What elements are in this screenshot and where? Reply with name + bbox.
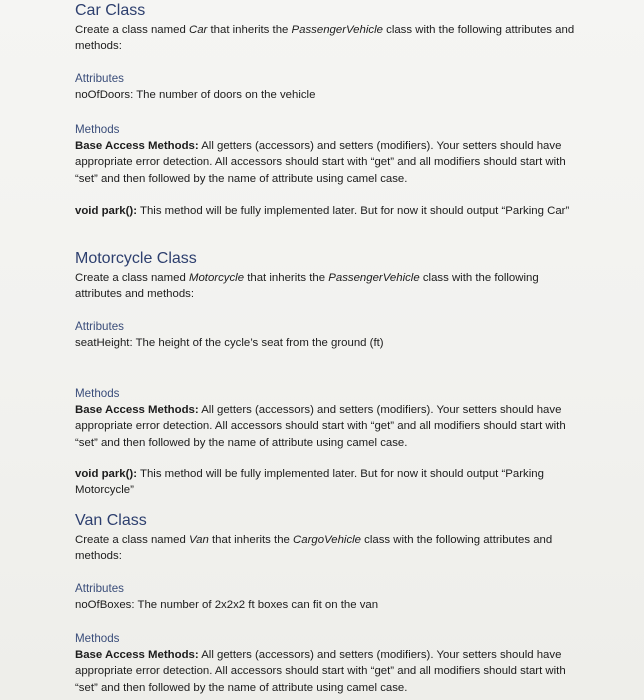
intro-text: class with the following attributes and methods: [75,24,575,53]
car-class-intro [75,22,582,55]
class-name: Motorcycle [188,272,245,284]
method-label: Base Access Methods: [75,140,199,152]
parent-class-name: CargoVehicle [293,534,362,546]
intro-text: Create a class named [75,272,189,284]
car-attributes-heading: Attributes [75,72,124,85]
attribute-name: noOfBoxes [75,599,132,611]
motorcycle-class-intro [75,270,582,303]
car-class-section [75,1,582,55]
motorcycle-class-title: Motorcycle Class [75,250,197,267]
motorcycle-park-method [75,466,582,499]
motorcycle-attributes-heading: Attributes [75,320,124,333]
method-description: This method will be fully implemented later. But for now it should output “Parking Motorcycle” [75,468,544,497]
van-base-access-methods [75,647,582,696]
attribute-name: noOfDoors [75,89,131,101]
motorcycle-attributes-block [75,319,582,351]
attribute-description: : The number of 2x2x2 ft boxes can fit on the van [131,599,379,611]
class-name: Van [188,534,209,546]
car-base-access-methods [75,138,582,187]
van-attributes-heading: Attributes [75,582,124,595]
van-methods-heading: Methods [75,632,120,645]
parent-class-name: PassengerVehicle [291,24,383,36]
car-class-title: Car Class [75,2,146,19]
car-methods-heading: Methods [75,123,120,136]
car-park-paragraph [75,203,582,219]
method-description: This method will be fully implemented later. But for now it should output “Parking Car” [137,205,570,217]
method-label: Base Access Methods: [75,649,199,661]
motorcycle-methods-heading: Methods [75,387,120,400]
motorcycle-park-paragraph [75,466,582,499]
intro-text: class with the following attributes and methods: [75,534,553,563]
car-attributes-block [75,71,582,103]
car-park-method [75,203,582,219]
intro-text: that inherits the [207,24,292,36]
motorcycle-attribute-line [75,335,582,351]
method-label: void park(): [75,205,138,217]
van-attributes-block [75,581,582,613]
method-description: All getters (accessors) and setters (modifiers). Your setters should have appropriate error detection. All accessors should start with “get” and all modifiers should start with “set” and then followed by the name of attribute using camel case. [75,140,566,185]
attribute-description: : The height of the cycle’s seat from the ground (ft) [129,337,384,349]
van-class-section [75,511,582,565]
attribute-description: : The number of doors on the vehicle [130,89,316,101]
method-description: All getters (accessors) and setters (modifiers). Your setters should have appropriate error detection. All accessors should start with “get” and all modifiers should start with “set” and then followed by the name of attribute using camel case. [75,404,566,449]
attribute-name: seatHeight [75,337,130,349]
method-label: void park(): [75,468,138,480]
van-methods-block [75,631,582,696]
intro-text: Create a class named [75,534,189,546]
intro-text: Create a class named [75,24,189,36]
intro-text: that inherits the [244,272,329,284]
car-attribute-line [75,87,582,103]
van-class-intro [75,532,582,565]
method-description: All getters (accessors) and setters (modifiers). Your setters should have appropriate error detection. All accessors should start with “get” and all modifiers should start with “set” and then followed by the name of attribute using camel case. [75,649,566,694]
car-methods-block [75,122,582,187]
intro-text: that inherits the [208,534,294,546]
intro-text: class with the following attributes and methods: [75,272,539,301]
parent-class-name: PassengerVehicle [328,272,420,284]
class-name: Car [188,24,208,36]
motorcycle-methods-block [75,386,582,451]
van-class-title: Van Class [75,512,147,529]
motorcycle-class-section [75,249,582,303]
method-label: Base Access Methods: [75,404,199,416]
motorcycle-base-access-methods [75,402,582,451]
van-attribute-line [75,597,582,613]
